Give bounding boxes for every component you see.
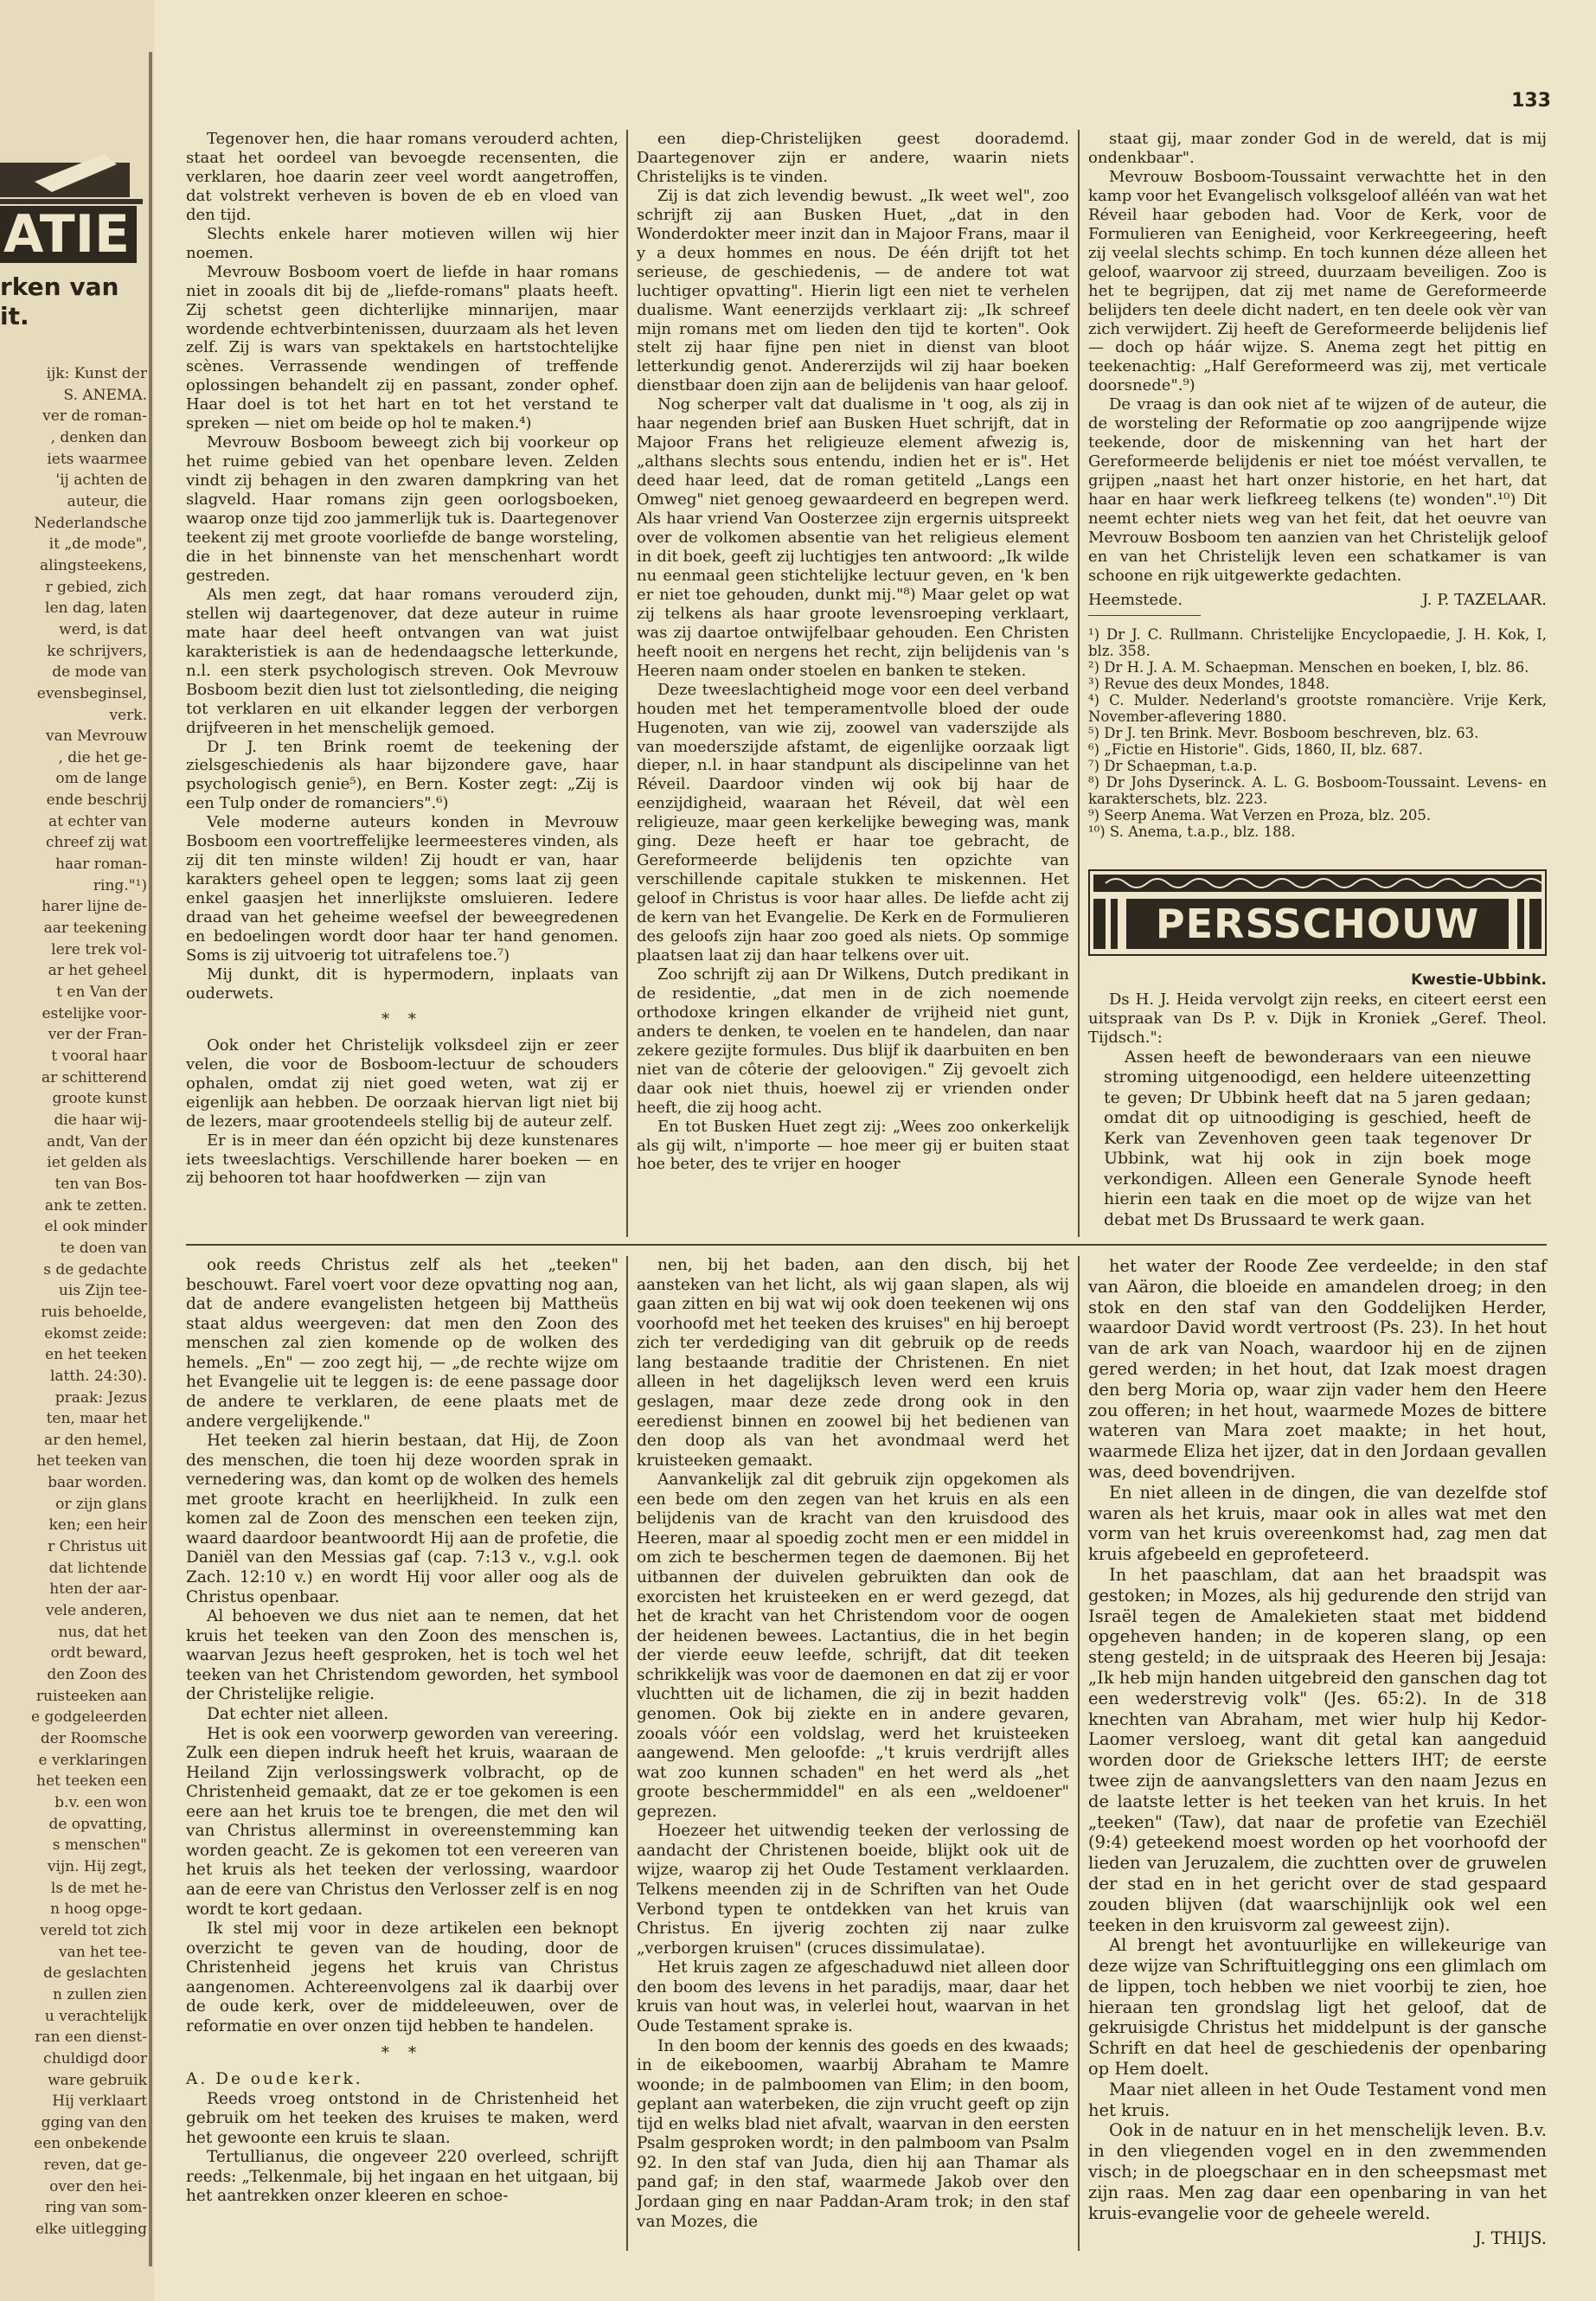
- paragraph: ook reeds Christus zelf als het „teeken" beschouwt. Farel voert voor deze opvatting nog aan, dat de andere evangelisten hetgeen bij Mattheüs staat aldus weergeven: dat men den Zoon des menschen zal zien komende op de wolken des hemels. „En" — zoo zegt hij, — „de rechte wijze om het Evangelie uit te leggen is: de eene passage door de andere te verklaren, de eene plaats met de andere vergelijkende.": [186, 1256, 619, 1431]
- strip-line: lere trek vol-: [51, 940, 147, 958]
- strip-line: van het tee-: [58, 1943, 147, 1961]
- column-rule: [1078, 1256, 1080, 2251]
- paragraph: Als men zegt, dat haar romans verouderd zijn, stellen wij daartegenover, dat deze auteur in ruime mate haar deel heeft ontvangen van wat juist karakteristiek is aan de hedendaagsche letterkunde, n.l. een sterk psychologisch streven. Ook Mevrouw Bosboom bezit dien lust tot zielsontleding, die neiging tot verklaren en uit elkander leggen der verborgen drijfveeren in het menschelijk gemoed.: [186, 585, 619, 737]
- paragraph: Reeds vroeg ontstond in de Christenheid het gebruik om het teeken des kruises te maken, werd het gewoonte een kruis te slaan.: [186, 2089, 619, 2147]
- paragraph: Het kruis zagen ze afgeschaduwd niet alleen door den boom des levens in het paradijs, maar, daar het kruis van hout was, in velerlei hout, waarvan in het Oude Testament sprake is.: [637, 1958, 1069, 2035]
- strip-line: praak: Jezus: [54, 1388, 147, 1407]
- strip-line: el ook minder: [44, 1218, 147, 1236]
- strip-line: ordt beward,: [50, 1644, 147, 1663]
- strip-line: andt, Van der: [47, 1132, 147, 1150]
- strip-line: ank te zetten.: [44, 1196, 147, 1215]
- footnote: ⁸) Dr Johs Dyserinck. A. L. G. Bosboom-Toussaint. Levens- en karakterschets, blz. 223.: [1088, 773, 1547, 807]
- strip-line: ten, maar het: [46, 1410, 147, 1428]
- strip-line: die haar wij-: [54, 1111, 147, 1129]
- paragraph: * *: [381, 2043, 424, 2062]
- strip-line: groote kunst: [52, 1090, 147, 1108]
- footnote: ¹⁰) S. Anema, t.a.p., blz. 188.: [1088, 823, 1296, 840]
- strip-line: ls de met he-: [50, 1879, 147, 1897]
- strip-line: het teeken een: [36, 1772, 147, 1791]
- strip-line: het teeken van: [36, 1452, 147, 1471]
- article-kruis-column-1: [186, 1256, 619, 2207]
- strip-line: ijk: Kunst der: [46, 365, 147, 382]
- paragraph: een diep-Christelijken geest doorademd. Daartegenover zijn er andere, waarin niets Christelijks is te vinden.: [637, 130, 1069, 186]
- paragraph: Nog scherper valt dat dualisme in 't oog, als zij in haar negenden brief aan Busken Huet schrijft, dat in Majoor Frans het religieuze element afwezig is, „althans slechts sous entendu, indien het er is". Het deed haar leed, dat de roman getiteld „Langs een Omweg" niet genoeg gewaardeerd en begrepen werd. Als haar vriend Van Oosterzee zijn ergernis uitspreekt over de volkomen absentie van het religieus element in dit boek, geeft zij luchtigjes ten antwoord: „Ik wilde nu eenmaal geen stichtelijke lectuur geven, en 'k ben er niet toe gehouden, dunkt mij."⁸) Maar gelet op wat zij telkens als haar groote levensroeping verklaart, was zij daartoe ontwijfelbaar gehouden. Een Christen heeft nooit en nergens het recht, zijn belijdenis van 's Heeren naam onder stoelen en banken te steken.: [637, 395, 1069, 680]
- article-kruis-column-3: [1088, 1256, 1547, 2249]
- paragraph: Tegenover hen, die haar romans verouderd achten, staat het oordeel van bevoegde recensenten, die verklaren, hoe daarin zeer veel wordt aangetroffen, dat volstrekt verheven is boven de eb en vloed van den tijd.: [186, 130, 619, 224]
- paragraph: In het paaschlam, dat aan het braadspit was gestoken; in Mozes, als hij gedurende den strijd van Israël tegen de Amalekieten staat met biddend opgeheven handen; in de koperen slang, op een steng gesteld; in de uitspraak des Heeren bij Jesaja: „Ik heb mijn handen uitgebreid den ganschen dag tot een wederstrevig volk" (Jes. 65:2). In de 318 knechten van Abraham, met wier hulp hij Kedor-Laomer versloeg, want dit getal kan aangeduid worden door de Grieksche letters IHT; de eerste twee zijn de aanvangsletters van den naam Jezus en de laatste letter is het teeken van het kruis. In het „teeken" (Taw), dat naar de profetie van Ezechiël (9:4) geteekend moest worden op het voorhoofd der lieden van Jeruzalem, die zuchtten over de gruwelen der stad en in het gericht over de stad gespaard zouden blijven (dat waarschijnlijk ook wel een teeken in den kruisvorm zal geweest zijn).: [1088, 1564, 1548, 1935]
- strip-line: t en Van der: [56, 984, 147, 1002]
- strip-line: een onbekende: [34, 2135, 147, 2153]
- strip-line: len dag, laten: [45, 599, 147, 618]
- strip-line: van Mevrouw: [45, 727, 147, 746]
- paragraph: Ook onder het Christelijk volksdeel zijn er zeer velen, die voor de Bosboom-lectuur de schouders ophalen, omdat zij niet goed weten, wat zij er eigenlijk aan hebben. De oorzaak hiervan ligt niet bij de lezers, maar grootendeels stellig bij de auteur zelf.: [186, 1035, 619, 1131]
- paragraph: Mij dunkt, dit is hypermodern, inplaats van ouderwets.: [186, 965, 619, 1003]
- section-divider: [186, 1244, 1547, 1246]
- strip-line: t vooral haar: [51, 1048, 147, 1065]
- strip-line: en het teeken: [45, 1346, 147, 1364]
- strip-line: vereld tot zich: [40, 1921, 147, 1939]
- strip-line: hten der aar-: [49, 1580, 147, 1599]
- paragraph: En tot Busken Huet zegt zij: „Wees zoo onkerkelijk als gij wilt, n'importe — hoe meer gij er buiten staat hoe beter, des te vrijer en hooger: [637, 1117, 1069, 1174]
- strip-line: it „de mode",: [48, 535, 147, 554]
- paragraph: Ook in de natuur en in het menschelijk leven. B.v. in den vliegenden vogel en in den zwemmenden visch; in de ploegschaar en in den scheepsmast met zijn raas. Men zag daar een openbaring in van het kruis-evangelie voor de geheele wereld.: [1088, 2120, 1547, 2223]
- strip-line: e godgeleerden: [31, 1708, 147, 1727]
- strip-line: alingsteekens,: [40, 556, 147, 574]
- strip-line: Nederlandsche: [34, 514, 147, 532]
- strip-line: 'ij achten de: [55, 471, 147, 490]
- persschouw-title: PERSSCHOUW: [1155, 900, 1480, 947]
- strip-line: harer lijne de-: [41, 898, 147, 916]
- strip-line: uis Zijn tee-: [58, 1282, 147, 1300]
- strip-line: chreef zij wat: [46, 834, 147, 852]
- paragraph: Zij is dat zich levendig bewust. „Ik weet wel", zoo schrijft zij aan Busken Huet, „dat in den Wonderdokter meer inzit dan in Majoor Frans, maar il y a deux hommes en nous. De één drijft tot het serieuse, de geschiedenis, — de andere tot wat luchtiger opvatting". Hierin ligt een niet te verhelen dualisme. Want eenerzijds verklaart zij: „Ik schreef mijn romans met om lieden den tijd te korten". Ook stelt zij haar fijne pen niet in dienst van bloot letterkundig genot. Andererzijds wil zij haar boeken dienstbaar doen zijn aan de belijdenis van haar geloof.: [637, 186, 1069, 395]
- strip-line: ring."¹): [93, 876, 147, 894]
- paragraph: Vele moderne auteurs konden in Mevrouw Bosboom een voortreffelijke leermeesteres vinden, als zij dit ten minste wilden! Zij houdt er van, haar karakters geheel open te leggen; soms laat zij geen enkel gaasjen het innerlijkste omsluieren. Iedere draad van het geheime weefsel der beweegredenen en bedoelingen wordt door haar ter hand genomen. Soms is zij uitvoerig tot uitrafelens toe.⁷): [186, 813, 619, 965]
- strip-line: de mode van: [52, 663, 147, 682]
- paragraph: A. De oude kerk.: [186, 2070, 363, 2089]
- strip-line: om de lange: [55, 770, 147, 788]
- paragraph: Er is in meer dan één opzicht bij deze kunstenares iets tweeslachtigs. Verschillende harer boeken — en zij behooren tot haar hoofdwerken — zijn van: [186, 1131, 619, 1188]
- section-heading-kwestie: Kwestie-Ubbink.: [1411, 971, 1547, 989]
- column-rule: [1078, 130, 1080, 1237]
- strip-line: e verklaringen: [38, 1751, 147, 1769]
- paragraph: En niet alleen in de dingen, die van dezelfde stof waren als het kruis, maar ook in alles wat met den vorm van het kruis overeenkomst had, zag men dat kruis afgebeeld en geprofeteerd.: [1088, 1482, 1547, 1565]
- footnote: ⁹) Seerp Anema. Wat Verzen en Proza, blz. 205.: [1088, 806, 1432, 824]
- strip-line: vele anderen,: [45, 1602, 147, 1620]
- strip-line: n zullen zien: [53, 1985, 147, 2003]
- footnotes: [1088, 626, 1547, 840]
- strip-line: r gebied, zich: [45, 578, 147, 596]
- strip-line: reven, dat ge-: [43, 2157, 147, 2175]
- strip-line: den Zoon des: [47, 1666, 147, 1684]
- footnote: ¹) Dr J. C. Rullmann. Christelijke Encyclopaedie, J. H. Kok, I, blz. 358.: [1088, 625, 1547, 659]
- strip-line: nus, dat het: [58, 1623, 147, 1641]
- paragraph: Deze tweeslachtigheid moge voor een deel verband houden met het temperamentvolle bloed der oude Hugenoten, van wie zij, zoowel van vaderszijde als van moederszijde afstamt, de eigenlijke oorzaak ligt dieper, n.l. in haar standpunt als discipelinne van het Réveil. Daardoor vinden wij ook bij haar de eenzijdigheid, waaraan het Réveil, dat wèl een religieuze, maar geen kerkelijke beweging was, mank ging. Deze heeft er haar toe gebracht, de Gereformeerde belijdenis ten opzichte van verschillende capitale stukken te miskennen. Het geloof in Christus is voor haar alles. De liefde acht zij de kern van het Evangelie. De Kerk en de Formulieren des geloofs zijn haar zoo goed als niets. Op sommige plaatsen laat zij dan haar telkens over uit.: [637, 680, 1069, 965]
- strip-line: ver de roman-: [42, 407, 147, 426]
- strip-line: latth. 24:30).: [49, 1367, 147, 1385]
- footnote: ²) Dr H. J. A. M. Schaepman. Menschen en boeken, I, blz. 86.: [1088, 658, 1529, 676]
- strip-line: ran een dienst-: [35, 2029, 147, 2047]
- strip-line: iet gelden als: [47, 1154, 147, 1172]
- signature-tazelaar: Heemstede. J. P. TAZELAAR.: [1088, 590, 1547, 609]
- strip-line: s de gedachte: [43, 1260, 147, 1279]
- paragraph: Maar niet alleen in het Oude Testament vond men het kruis.: [1088, 2079, 1547, 2120]
- strip-line: iets waarmee: [47, 450, 147, 468]
- paragraph: Slechts enkele harer motieven willen wij hier noemen.: [186, 224, 619, 262]
- paragraph: Al behoeven we dus niet aan te nemen, dat het kruis het teeken van den Zoon des menschen is, waarvan Jezus heeft gesproken, het is toch wel het teeken van het Christendom geworden, het symbool der Christelijke religie.: [186, 1607, 619, 1704]
- strip-line: over den hei-: [49, 2177, 147, 2195]
- strip-line: chuldigd door: [43, 2049, 147, 2067]
- paragraph: staat gij, maar zonder God in de wereld, dat is mij ondenkbaar".: [1088, 130, 1547, 167]
- strip-line: te doen van: [60, 1239, 147, 1257]
- page-fold: [149, 52, 152, 2266]
- paragraph: * *: [381, 1009, 423, 1029]
- strip-line: ruis behoelde,: [41, 1303, 147, 1321]
- footnote: ⁶) „Fictie en Historie". Gids, 1860, II, blz. 687.: [1088, 740, 1423, 758]
- strip-line: s menschen": [52, 1836, 147, 1855]
- left-strip-text: [2, 363, 147, 2240]
- strip-line: baar worden.: [48, 1474, 147, 1492]
- page-number: 133: [1511, 90, 1551, 112]
- strip-line: ten van Bos-: [54, 1175, 147, 1193]
- paragraph: Aanvankelijk zal dit gebruik zijn opgekomen als een bede om den zegen van het kruis en als een belijdenis van de kracht van den kruisdood des Heeren, maar al spoedig zocht men er een middel in om zich te beschermen tegen de daemonen. Bij het uitbannen der duivelen gebruikten dan ook de exorcisten het kruisteeken en er werd gezegd, dat het de kracht van het Christendom voor de oogen der heidenen bewees. Lactantius, die in het begin der vierde eeuw leefde, schrijft, dat dit teeken schrikkelijk was voor de daemonen en dat zij er voor vluchtten uit de lichamen, die zij in bezit hadden genomen. Ook bij ziekte en in andere gevaren, zooals vóór een voldslag, werd het kruisteeken aangewend. Men geloofde: „'t kruis verdrijft alles wat zoo kunnen schaden" en het werd als „het groote beschermmiddel" en als een „weldoener" geprezen.: [637, 1471, 1069, 1821]
- strip-line: n hoog opge-: [50, 1900, 147, 1919]
- strip-line: auteur, die: [67, 492, 147, 510]
- strip-line: ar den hemel,: [44, 1431, 147, 1449]
- strip-line: or zijn glans: [55, 1495, 147, 1513]
- strip-line: u verachtelijk: [44, 2007, 147, 2025]
- strip-line: ver der Fran-: [48, 1026, 147, 1044]
- adjacent-page-fragment: [0, 0, 154, 2301]
- article-bosboom-column-2: [637, 130, 1069, 1174]
- persschouw-quote: Assen heeft de bewonderaars van een nieuwe stroming uitgenoodigd, een heldere uiteenzetting te geven; Dr Ubbink heeft dat na 5 jaren gedaan; omdat dit op uitnoodiging is geschied, heeft de Kerk van Zevenhoven geen taak tegenover Dr Ubbink, wat hij ook in zijn boek moge verkondigen. Alleen een Generale Synode heeft hierin een taak en die moet op de wijze van het debat met Ds Brussaard te werk gaan.: [1104, 1047, 1531, 1229]
- paragraph: Mevrouw Bosboom voert de liefde in haar romans niet in zooals dit bij de „liefde-romans" plaats heeft. Zij schetst geen dichterlijke minnarijen, maar wordende echtverbintenissen, duurzaam als het leven zelf. Zij is wars van spektakels en hartstochtelijke scènes. Verrassende wendingen of treffende oplossingen behandelt zij en passant, zonder ophef. Haar doel is tot het hart en tot het verstand te spreken — niet om beide op hol te maken.⁴): [186, 262, 619, 433]
- strip-line: dat lichtende: [48, 1559, 147, 1577]
- persschouw-banner: [1088, 869, 1547, 956]
- paragraph: In den boom der kennis des goeds en des kwaads; in de eikeboomen, waarbij Abraham te Mamre woonde; in de palmboomen van Elim; in den boom, geplant aan waterbeken, die zijn vrucht geeft op zijn tijd en welks blad niet afvalt, waarvan in den eersten Psalm gesproken wordt; in den palmboom van Psalm 92. In den staf van Juda, dien hij aan Thamar als pand gaf; in den staf, waarmede Jakob over den Jordaan ging en naar Paddan-Aram trok; in den staf van Mozes, die: [637, 2036, 1069, 2231]
- strip-line: r Christus uit: [48, 1538, 147, 1556]
- masthead-subtitle: rken van it.: [0, 272, 119, 330]
- strip-line: ware gebruik: [48, 2071, 147, 2089]
- paragraph: Al brengt het avontuurlijke en willekeurige van deze wijze van Schriftuitlegging ons een glimlach om de lippen, toch hebben we niet voorbij te zien, hoe hieraan ten grondslag ligt het geloof, dat de gekruisigde Christus het middelpunt is der gansche Schrift en dat heel de geschiedenis der openbaring op Hem doelt.: [1088, 1935, 1547, 2080]
- paragraph: nen, bij het baden, aan den disch, bij het aansteken van het licht, als wij gaan slapen, als wij gaan zitten en bij wat wij ook doen teekenen wij ons voorhoofd met het teeken des kruises" en hij beroept zich ter verdediging van dit gebruik op de reeds lang bestaande traditie der Christenen. En niet alleen in het dagelijksch leven werd een kruis geslagen, maar deze zede drong ook in den eeredienst binnen en zoowel bij het bedienen van den doop als van het avondmaal werd het kruisteeken gemaakt.: [637, 1256, 1069, 1470]
- strip-line: ruisteeken aan: [35, 1687, 147, 1705]
- persschouw-intro: Ds H. J. Heida vervolgt zijn reeks, en citeert eerst een uitspraak van Ds P. v. Dijk in Kroniek „Geref. Theol. Tijdsch.":: [1088, 990, 1547, 1047]
- article-kruis-column-2: [637, 1256, 1069, 2232]
- paragraph: Tertullianus, die ongeveer 220 overleed, schrijft reeds: „Telkenmale, bij het ingaan en het uitgaan, bij het aantrekken onzer kleeren en schoe-: [186, 2148, 619, 2206]
- strip-line: ende beschrij: [46, 792, 147, 810]
- footnote: ⁷) Dr Schaepman, t.a.p.: [1088, 757, 1258, 774]
- strip-line: de geslachten: [43, 1965, 147, 1983]
- paragraph: Dr J. ten Brink roemt de teekening der zielsgeschiedenis als haar bijzondere gave, haar psychologisch genie⁵), en Bern. Koster zegt: „Zij is een Tulp onder de romanciers".⁶): [186, 737, 619, 813]
- strip-line: S. ANEMA.: [63, 386, 147, 404]
- strip-line: at echter van: [48, 812, 147, 830]
- strip-line: der Roomsche: [40, 1730, 147, 1747]
- strip-line: ar het geheel: [48, 962, 147, 980]
- strip-line: , denken dan: [50, 428, 147, 446]
- strip-line: vijn. Hij zegt,: [47, 1857, 147, 1875]
- strip-line: verk.: [109, 706, 147, 724]
- column-rule: [626, 1256, 628, 2251]
- strip-line: ekomst zeide:: [44, 1324, 147, 1343]
- footnote: ⁴) C. Mulder. Nederland's grootste romancière. Vrije Kerk, November-aflevering 1880.: [1088, 691, 1547, 725]
- strip-line: estelijke voor-: [42, 1004, 147, 1022]
- paragraph: Ik stel mij voor in deze artikelen een beknopt overzicht te geven van de houding, door de Christenheid jegens het kruis van Christus aangenomen. Achtereenvolgens zal ik daarbij over de oude kerk, over de middeleeuwen, over de reformatie en over onzen tijd hebben te handelen.: [186, 1920, 619, 2035]
- paragraph: Het teeken zal hierin bestaan, dat Hij, de Zoon des menschen, die toen hij deze woorden sprak in vernedering was, dan komt op de wolken des hemels met groote kracht en heerlijkheid. In zulk een komen zal de Zoon des menschen een teeken zijn, waard daardoor beantwoordt Hij aan de profetie, die Daniël van den Messias gaf (cap. 7:13 v., v.g.l. ook Zach. 12:10 v.) en wordt Hij voor aller oog als de Christus openbaar.: [186, 1432, 619, 1606]
- paragraph: Mevrouw Bosboom-Toussaint verwachtte het in den kamp voor het Evangelisch volksgeloof alléén van wat het Réveil haar geboden had. Voor de Kerk, voor de Formulieren van Eenigheid, voor Kerkreegeering, heeft zij veelal slechts schimp. En toch kunnen déze alleen het geloof, waarvoor zij streed, duurzaam beveiligen. Zoo is het te begrijpen, dat zij met name de Gereformeerde belijders ten deele dicht nadert, en ten deele ook vèr van zich verwijdert. Zij heeft de Gereformeerde belijdenis lief — doch op háár wijze. S. Anema zegt het pittig en teekenachtig: „Half Gereformeerd was zij, met verticale doorsnede".⁹): [1088, 167, 1547, 395]
- column-rule: [626, 130, 628, 1237]
- paragraph: het water der Roode Zee verdeelde; in den staf van Aäron, die bloeide en amandelen droeg; in den stok en den staf van den Goddelijken Herder, waardoor David wordt vertroost (Ps. 23). In het hout van de ark van Noach, waardoor hij en de zijnen gered werden; in het hout, dat Izak moest dragen den berg Moria op, waar zijn vader hem den Heere zou offeren; in het hout, waarmede Mozes de bittere wateren van Mara zoet maakte; in het hout, waarmede Eliza het ijzer, dat in den Jordaan gevallen was, deed bovendrijven.: [1088, 1256, 1547, 1482]
- strip-line: ar schitterend: [41, 1068, 147, 1086]
- paragraph: Zoo schrijft zij aan Dr Wilkens, Dutch predikant in de residentie, „dat men in de zich noemende orthodoxe kringen elkander de vrijheid niet gunt, anders te denken, te voelen en te handelen, dan naar zekere gezijte formules. Dus blijf ik daarbuiten en ben niet van de côterie der geloovigen." Zij gevoelt zich daar ook niet thuis, hoewel zij er vrienden onder heeft, die zij hoog acht.: [637, 965, 1069, 1117]
- paragraph: Hoezeer het uitwendig teeken der verlossing de aandacht der Christenen boeide, blijkt ook uit de wijze, waarop zij het Oude Testament verklaarden. Telkens meenden zij in de Schriften van het Oude Verbond typen te ontdekken van het kruis van Christus. En ijverig zochten zij naar zulke „verborgen kruisen" (cruces dissimulatae).: [637, 1822, 1069, 1958]
- footnote: ³) Revue des deux Mondes, 1848.: [1088, 675, 1330, 692]
- strip-line: ken; een heir: [48, 1516, 147, 1535]
- article-bosboom-column-1: [186, 130, 619, 1188]
- masthead-fragment: ATIE: [0, 206, 137, 263]
- strip-line: ke schrijvers,: [47, 642, 147, 660]
- strip-line: haar roman-: [54, 856, 147, 874]
- paragraph: De vraag is dan ook niet af te wijzen of de auteur, die de worsteling der Reformatie op zoo aangrijpende wijze teekende, door de miskenning van het hart der Gereformeerde belijdenis er niet toe móést vervallen, te grijpen „naast het hart onzer historie, en het hart, dat haar en haar werk liefkreeg telkens (te) wonden".¹⁰) Dit neemt echter niets weg van het feit, dat het oeuvre van Mevrouw Bosboom ten aanzien van het Christelijk geloof en van het Christelijk leven een schatkamer is van schoone en rijk uitgewerkte gedachten.: [1088, 395, 1547, 585]
- footnote-rule: [1088, 615, 1201, 616]
- signature-thijs: J. THIJS.: [1474, 2228, 1547, 2249]
- footnote: ⁵) Dr J. ten Brink. Mevr. Bosboom beschreven, blz. 63.: [1088, 724, 1479, 741]
- strip-line: Hij verklaart: [52, 2093, 147, 2111]
- paragraph: Dat echter niet alleen.: [207, 1704, 389, 1723]
- paragraph: Het is ook een voorwerp geworden van vereering. Zulk een diepen indruk heeft het kruis, waaraan de Heiland Zijn verlossingswerk volbracht, op de Christenheid gemaakt, dat ze er toe gekomen is een eere aan het kruis toe te brengen, die met den wil van Christus allerminst in overeenstemming kan worden geacht. Ze is gekomen tot een vereeren van het kruis als het teeken der verlossing, waardoor aan de eere van Christus den Verlosser zelf is en nog wordt te kort gedaan.: [186, 1724, 619, 1919]
- article-bosboom-column-3: [1088, 130, 1547, 1230]
- strip-line: , die het ge-: [58, 748, 147, 766]
- strip-line: aar teekening: [43, 920, 147, 938]
- strip-line: werd, is dat: [59, 620, 147, 638]
- strip-line: elke uitlegging: [35, 2221, 147, 2239]
- paragraph: Mevrouw Bosboom beweegt zich bij voorkeur op het ruime gebied van het openbare leven. Zelden vindt zij behagen in den zwaren dampkring van het slagveld. Haar romans zijn geen oorlogsboeken, waarop onze tijd zoo jammerlijk tuk is. Daartegenover teekent zij met groote voorliefde de bange worsteling, die in het binnenste van het menschenhart wordt gestreden.: [186, 433, 619, 585]
- strip-line: de opvatting,: [48, 1815, 147, 1833]
- masthead-ornament: [0, 147, 147, 208]
- strip-line: b.v. een won: [54, 1793, 147, 1811]
- strip-line: evensbeginsel,: [36, 684, 147, 702]
- strip-line: gging van den: [41, 2113, 147, 2131]
- strip-line: ring van som-: [45, 2199, 147, 2217]
